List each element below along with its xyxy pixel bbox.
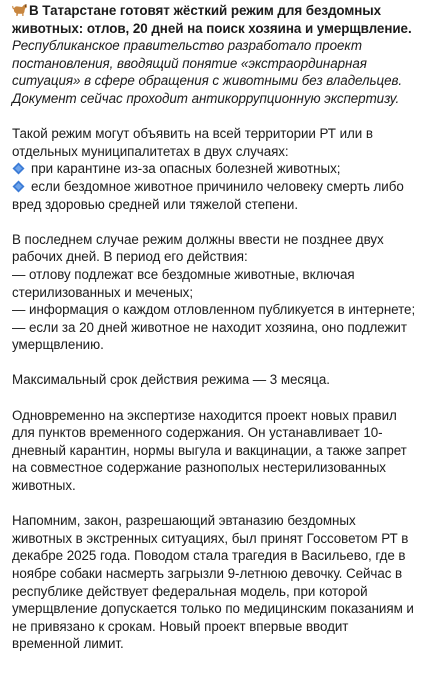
paragraph-shelters: Одновременно на экспертизе находится проект новых правил для пунктов временного содержания. Он устанавливает 10-дневный карантин, нормы выгула и вакцинации, а также запрет на совместное содержание разнополых нестерилизованных животных. <box>12 407 407 494</box>
paragraph-background: Напомним, закон, разрешающий эвтаназию бездомных животных в экстренных ситуациях, был принят Госсоветом РТ в декабре 2025 года. Поводом стала трагедия в Васильево, где в ноябре собаки насмерть загрызли 9-летнюю девочку. Сейчас в республике действует федеральная модель, при которой умерщвление допускается только по медицинским показаниям и не привязано к срокам. Новый проект впервые вводит временной лимит. <box>12 513 414 652</box>
dash-item: — информация о каждом отловленном публикуется в интернете; <box>12 302 416 318</box>
post-lead: Республиканское правительство разработало проект постановления, вводящий понятие «экстраординарная ситуация» в сфере обращения с животными без владельцев. Документ сейчас проходит антикоррупционную экспертизу. <box>12 38 403 106</box>
bullet-item <box>12 160 416 178</box>
cases-intro: Такой режим могут объявить на всей территории РТ или в отдельных муниципалитетах в двух случаях: <box>12 126 373 159</box>
bullet-text: если бездомное животное причинило человеку смерть либо вред здоровью средней или тяжелой степени. <box>12 178 404 212</box>
paragraph-regime <box>12 231 416 354</box>
bullet-text: при карантине из-за опасных болезней животных; <box>31 161 341 177</box>
dash-item: — отлову подлежат все бездомные животные, включая стерилизованных и меченых; <box>12 266 355 300</box>
dog-emoji-icon <box>12 3 28 17</box>
dash-item: — если за 20 дней животное не находит хозяина, оно подлежит умерщвлению. <box>12 319 407 353</box>
paragraph-cases <box>12 125 416 213</box>
blue-diamond-icon <box>12 180 25 193</box>
regime-intro: В последнем случае режим должны ввести не позднее двух рабочих дней. В период его действия: <box>12 231 384 265</box>
paragraph-duration: Максимальный срок действия режима — 3 месяца. <box>12 372 330 388</box>
bullet-item <box>12 178 416 213</box>
blue-diamond-icon <box>12 162 25 175</box>
headline-text: В Татарстане готовят жёсткий режим для бездомных животных: отлов, 20 дней на поиск хозяина и умерщвление. <box>12 3 412 36</box>
post-headline <box>12 2 416 37</box>
